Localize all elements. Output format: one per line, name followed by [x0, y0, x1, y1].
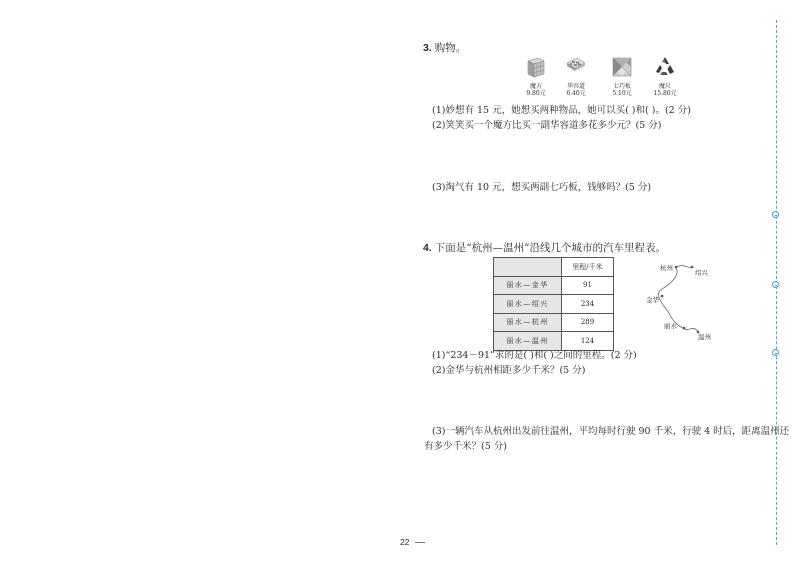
map-label-hangzhou: 杭州 — [660, 264, 673, 272]
sliding-puzzle-icon — [565, 55, 587, 79]
map-label-jinhua: 金华 — [646, 296, 659, 304]
page-number: 22 — [400, 537, 410, 547]
question-4-title: 下面是“杭州—温州”沿线几个城市的汽车里程表。 — [434, 242, 667, 254]
question-3-heading — [423, 40, 466, 55]
table-header-row — [494, 258, 614, 277]
item-price: 6.40元 — [566, 90, 586, 97]
question-4-part-3-line-2: 有多少千米？(5 分) — [424, 441, 507, 452]
item-name: 华容道 — [566, 83, 585, 90]
item-tangram — [602, 55, 642, 97]
map-label-wenzhou: 温州 — [698, 333, 711, 341]
shopping-items — [516, 55, 691, 105]
question-4-heading — [423, 240, 666, 255]
map-label-lishui: 丽水 — [664, 322, 677, 330]
binding-hole-marker — [772, 349, 779, 356]
item-price: 5.10元 — [612, 90, 632, 97]
table-cell-route: 丽水—绍兴 — [494, 295, 562, 314]
question-3-part-2: (2)笑笑买一个魔方比买一副华容道多花多少元？(5 分) — [432, 120, 662, 131]
item-rubiks-cube — [516, 55, 556, 97]
question-3-title: 购物。 — [434, 42, 467, 54]
binding-hole-marker — [772, 211, 779, 218]
question-4-part-1: (1)“234－91”求的是( )和( )之间的里程。(2 分) — [432, 350, 637, 361]
item-price: 15.80元 — [653, 90, 677, 97]
table-cell-route: 丽水—金华 — [494, 276, 562, 295]
question-3-part-3: (3)淘气有 10 元，想买两副七巧板，钱够吗？(5 分) — [432, 182, 652, 193]
table-header-cell — [494, 258, 562, 277]
question-4-part-2: (2)金华与杭州相距多少千米？(5 分) — [432, 365, 586, 376]
question-3-part-1: (1)妙想有 15 元，她想买两种物品，她可以买( )和( )。(2 分) — [432, 105, 691, 116]
rubiks-cube-icon — [525, 55, 547, 79]
item-magic-ruler — [645, 55, 685, 97]
item-price: 9.80元 — [526, 90, 546, 97]
table-row — [494, 332, 614, 351]
question-4-part-3-line-1: (3)一辆汽车从杭州出发前往温州，平均每时行驶 90 千米，行驶 4 时后，距离温州还 — [432, 426, 790, 437]
table-cell-distance: 234 — [562, 295, 614, 314]
binding-hole-marker — [772, 281, 779, 288]
table-row — [494, 276, 614, 295]
item-sliding-puzzle — [556, 55, 596, 97]
page-number-dash — [415, 542, 425, 543]
table-header-cell: 里程/千米 — [562, 258, 614, 277]
table-cell-distance: 124 — [562, 332, 614, 351]
question-4-number: 4. — [423, 242, 432, 254]
route-map — [640, 255, 750, 350]
table-row — [494, 313, 614, 332]
table-cell-route: 丽水—温州 — [494, 332, 562, 351]
tangram-icon — [611, 55, 633, 79]
table-row — [494, 295, 614, 314]
item-name: 魔尺 — [658, 83, 671, 90]
item-name: 七巧板 — [612, 83, 631, 90]
magic-ruler-icon — [654, 55, 676, 79]
table-cell-route: 丽水—杭州 — [494, 313, 562, 332]
question-3-number: 3. — [423, 42, 432, 54]
map-label-shaoxing: 绍兴 — [695, 269, 708, 277]
table-cell-distance: 289 — [562, 313, 614, 332]
mileage-table — [493, 257, 614, 351]
item-name: 魔方 — [529, 83, 542, 90]
table-cell-distance: 91 — [562, 276, 614, 295]
